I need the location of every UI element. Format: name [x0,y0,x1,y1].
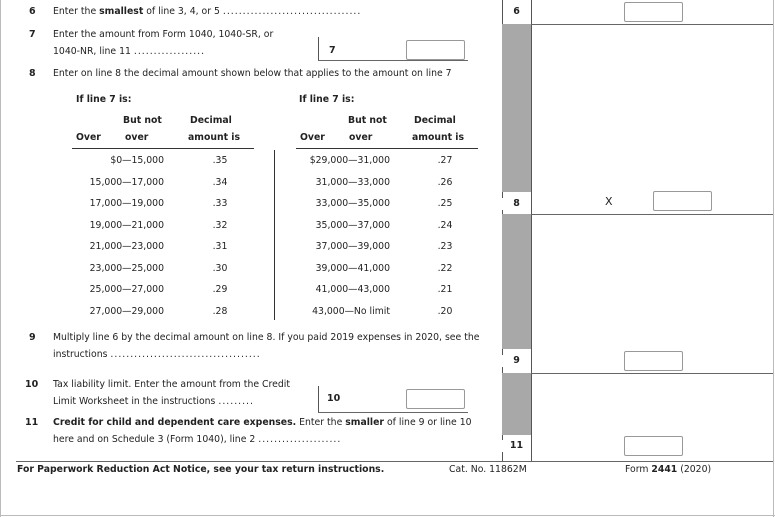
line9-text1: Multiply line 6 by the decimal amount on line 8. If you paid 2019 expenses in 2020, see the [53,332,480,343]
table-left-if-label: If line 7 is: [76,94,132,105]
table-left-range: 17,000—19,000 [89,198,164,209]
line8-col-label: 8 [502,198,531,210]
footer-cat-no: Cat. No. 11862M [449,464,527,475]
line7-number: 7 [29,29,36,40]
line9-text2-label: instructions [53,349,108,360]
table-right-range: 33,000—35,000 [315,198,390,209]
table-right-range: 39,000—41,000 [315,263,390,274]
line11-dots: ..................... [258,434,342,445]
footer-form-year: (2020) [677,464,712,475]
footer-notice: For Paperwork Reduction Act Notice, see your tax return instructions. [17,464,385,475]
line9-dots: ...................................... [110,349,261,360]
line11-text1 [53,417,472,429]
table-right-decimal: .24 [437,220,453,231]
footer-form-pre: Form [625,464,652,475]
rule-bottom [16,461,773,462]
line8-number: 8 [29,68,36,79]
table-right-decimal: .26 [437,177,453,188]
line10-box-rule [318,412,468,413]
table-left-range: 25,000—27,000 [89,284,164,295]
line9-input[interactable] [624,351,683,371]
grey-band-3 [502,373,531,435]
rule-l8 [531,214,773,215]
table-right-h-amount: amount is [412,132,464,143]
line10-dots: ......... [218,396,254,407]
frame-left-edge [0,0,1,517]
line6-bold: smallest [99,6,144,17]
line10-text1: Tax liability limit. Enter the amount from the Credit [53,379,290,390]
table-right-range: 43,000—No limit [312,306,390,317]
table-left-h-over2: over [125,132,149,143]
table-right-decimal: .21 [437,284,453,295]
line8-text: Enter on line 8 the decimal amount shown below that applies to the amount on line 7 [53,68,452,79]
line10-box-label: 10 [327,393,341,404]
line8-input[interactable] [653,191,712,211]
table-right-decimal: .23 [437,241,453,252]
table-right-decimal: .25 [437,198,453,209]
line11-text2-label: here and on Schedule 3 (Form 1040), line 2 [53,434,256,445]
line7-box-label: 7 [329,45,336,56]
line6-col-label: 6 [513,6,520,17]
table-left-range: 23,000—25,000 [89,263,164,274]
table-right-decimal: .27 [437,155,453,166]
line7-text1: Enter the amount from Form 1040, 1040-SR, or [53,29,274,40]
line11-number: 11 [25,417,39,428]
table-right-range: 41,000—43,000 [315,284,390,295]
table-left-decimal: .34 [212,177,228,188]
table-left-h-amount: amount is [188,132,240,143]
table-right-range: 37,000—39,000 [315,241,390,252]
line7-box-divider [318,37,319,60]
grey-band-2 [502,214,531,349]
table-left-decimal: .35 [212,155,228,166]
table-left-h-but-not: But not [123,115,162,126]
table-right-h-over: Over [300,132,325,143]
line11-bold1: Credit for child and dependent care expenses. [53,417,297,428]
table-left-h-over: Over [76,132,101,143]
line8-mark: X [605,195,613,208]
rule-l9 [531,373,773,374]
footer-form-label [625,464,711,476]
table-left-range: 27,000—29,000 [89,306,164,317]
table-left-decimal: .30 [212,263,228,274]
table-left-decimal: .31 [212,241,228,252]
line11-text1b: of line 9 or line 10 [384,417,472,428]
col-right-border [531,0,532,462]
table-left-range: 15,000—17,000 [89,177,164,188]
line6-text [53,6,361,18]
line11-input[interactable] [624,436,683,456]
table-left-range: 21,000—23,000 [89,241,164,252]
table-right-decimal: .20 [437,306,453,317]
table-left-range: 19,000—21,000 [89,220,164,231]
line6-input[interactable] [624,2,683,22]
line9-text2 [53,349,261,361]
line11-col-label: 11 [502,440,531,452]
table-right-range: 31,000—33,000 [315,177,390,188]
table-right-h-but-not: But not [348,115,387,126]
line10-number: 10 [25,379,39,390]
line10-text2-label: Limit Worksheet in the instructions [53,396,216,407]
table-left-decimal: .28 [212,306,228,317]
table-left-decimal: .33 [212,198,228,209]
line9-number: 9 [29,332,36,343]
table-right-range: $29,000—31,000 [309,155,390,166]
line7-text2 [53,46,205,58]
line10-box-divider [318,386,319,412]
line6-pre: Enter the [53,6,100,17]
rule-l6 [531,24,773,25]
table-right-h-over2: over [349,132,373,143]
table-left-decimal: .29 [212,284,228,295]
table-right-decimal: .22 [437,263,453,274]
line7-box-rule [318,60,468,61]
line11-bold2: smaller [345,417,385,428]
table-left-range: $0—15,000 [110,155,164,166]
table-right-header-rule [296,148,478,149]
table-left-header-rule [72,148,254,149]
grey-band-1 [502,24,531,192]
table-right-if-label: If line 7 is: [299,94,355,105]
line6-post: of line 3, 4, or 5 [143,6,220,17]
table-left-h-decimal: Decimal [190,115,232,126]
table-left-decimal: .32 [212,220,228,231]
table-center-divider [274,150,275,320]
table-right-range: 35,000—37,000 [315,220,390,231]
line9-col-label: 9 [502,355,531,367]
line11-text2 [53,434,341,446]
line7-input[interactable] [406,40,465,60]
line7-dots: .................. [133,46,206,57]
line10-input[interactable] [406,389,465,409]
table-right-h-decimal: Decimal [414,115,456,126]
line11-text1a: Enter the [296,417,346,428]
frame-bottom-edge [0,515,775,516]
footer-form-num: 2441 [651,464,678,475]
line6-dots: ................................... [222,6,362,17]
line6-number: 6 [29,6,36,17]
line10-text2 [53,396,254,408]
line7-text2-label: 1040-NR, line 11 [53,46,131,57]
frame-right-edge [773,0,774,517]
